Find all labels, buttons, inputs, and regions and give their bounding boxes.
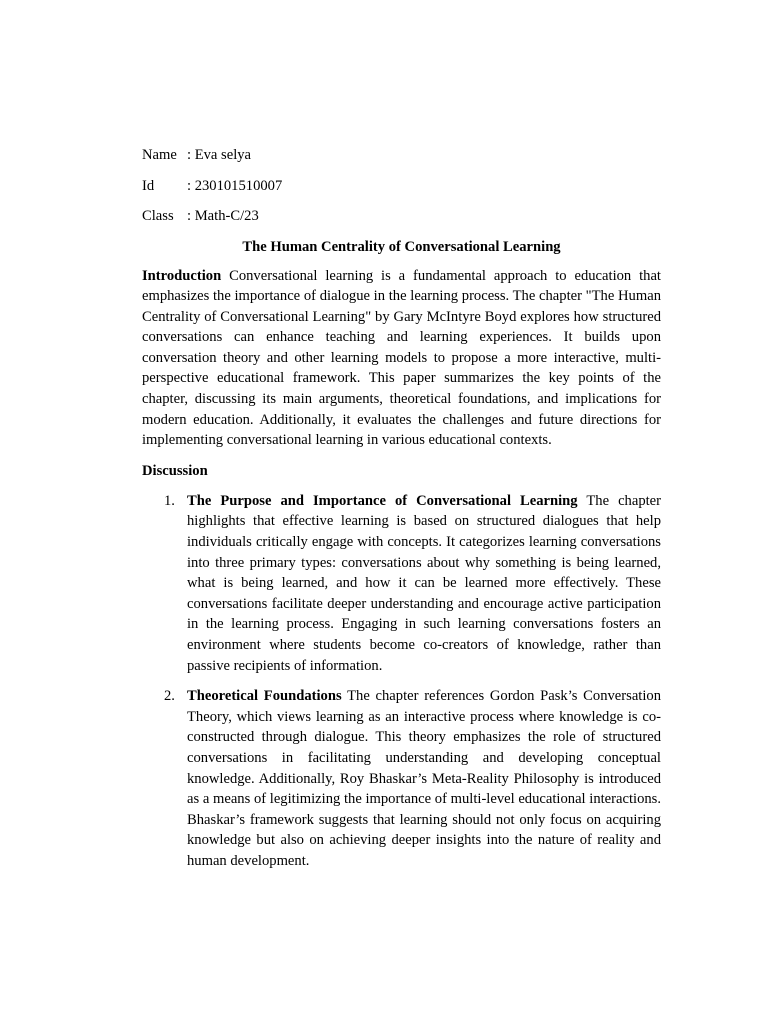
name-label: Name: [142, 147, 177, 163]
introduction-heading: Introduction: [142, 267, 222, 284]
class-value: : Math-C/23: [187, 208, 259, 224]
id-row: [142, 176, 661, 196]
name-row: [142, 145, 661, 165]
document-page: [142, 145, 661, 882]
discussion-heading: Discussion: [142, 462, 208, 479]
list-item-text: The chapter references Gordon Pask’s Conversation Theory, which views learning as an interactive process where knowledge is co-constructed through dialogue. This theory emphasizes the role of structured conversations in facilitating understanding and developing conceptual knowledge. Additionally, Roy Bhaskar’s Meta-Reality Philosophy is introduced as a means of legitimizing the importance of multi-level educational interactions. Bhaskar’s framework suggests that learning should not only focus on acquiring knowledge but also on achieving deeper insights into the nature of reality and human development.: [187, 688, 662, 869]
document-title: The Human Centrality of Conversational Learning: [242, 238, 561, 255]
list-item-heading: The Purpose and Importance of Conversational Learning: [187, 492, 578, 509]
list-item: [142, 686, 661, 871]
id-value: : 230101510007: [187, 177, 283, 194]
id-label: Id: [142, 177, 155, 194]
list-item-number: 2.: [164, 688, 175, 705]
class-label: Class: [142, 208, 174, 224]
name-value: : Eva selya: [187, 147, 252, 163]
discussion-list: [142, 491, 661, 872]
introduction-text: Conversational learning is a fundamental approach to education that emphasizes the importance of dialogue in the learning process. The chapter "The Human Centrality of Conversational Learning" by Gary McIntyre Boyd explores how structured conversations can enhance teaching and learning experiences. It builds upon conversation theory and other learning models to propose a more interactive, multi-perspective educational framework. This paper summarizes the key points of the chapter, discussing its main arguments, theoretical foundations, and implications for modern education. Additionally, it evaluates the challenges and future directions for implementing conversational learning in various educational contexts.: [142, 267, 661, 449]
list-item-heading: Theoretical Foundations: [187, 688, 342, 705]
class-row: [142, 206, 661, 226]
list-item-text: The chapter highlights that effective learning is based on structured dialogues that help individuals critically engage with concepts. It categorizes learning conversations into three primary types: conversations about why something is being learned, what is being learned, and how it can be learned more effectively. These conversations facilitate deeper understanding and encourage active participation in the learning process. Engaging in such learning conversations fosters an environment where students become co-creators of knowledge, rather than passive recipients of information.: [187, 492, 662, 674]
introduction-paragraph: [142, 266, 661, 451]
list-item-number: 1.: [164, 492, 175, 509]
list-item: [142, 491, 661, 676]
